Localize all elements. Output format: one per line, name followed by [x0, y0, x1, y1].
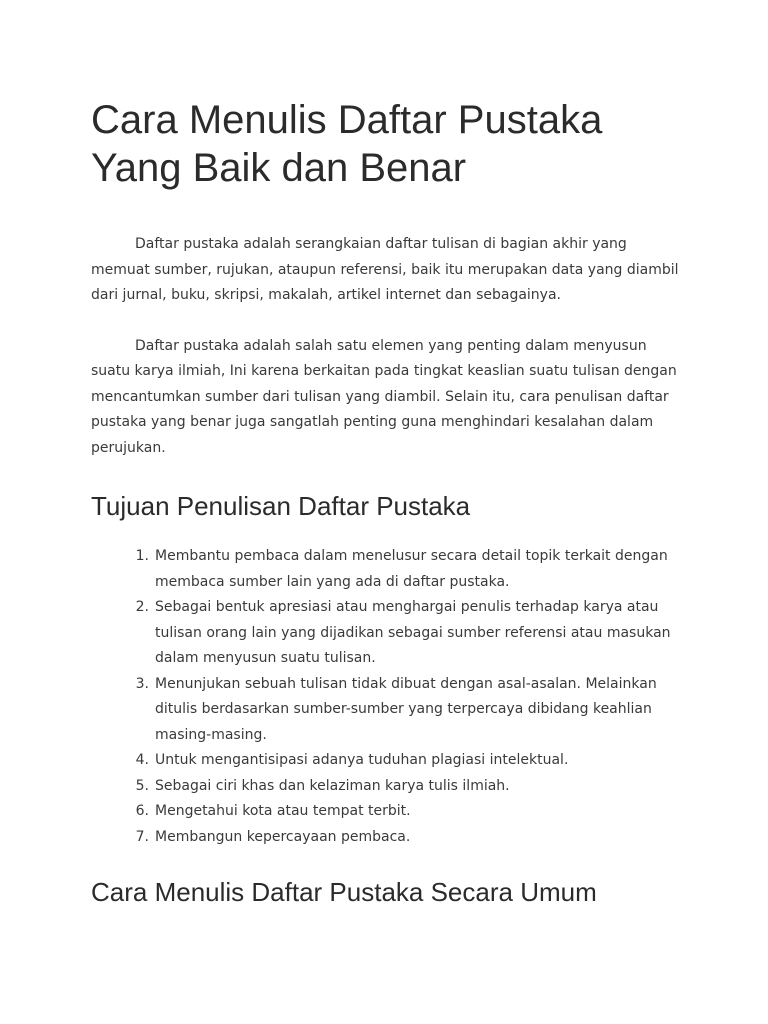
list-item	[91, 774, 681, 800]
list-item-number: 5.	[135, 777, 149, 794]
list-item	[91, 799, 681, 825]
list-item-number: 7.	[135, 828, 149, 845]
list-item-text: Sebagai bentuk apresiasi atau menghargai penulis terhadap karya atau tulisan orang lain yang dijadikan sebagai sumber referensi atau masukan dalam menyusun suatu tulisan.	[155, 599, 671, 666]
document-page	[91, 96, 681, 908]
intro-paragraph-1: Daftar pustaka adalah serangkaian daftar tulisan di bagian akhir yang memuat sumber, rujukan, ataupun referensi, baik itu merupakan data yang diambil dari jurnal, buku, skripsi, makalah, artikel internet dan sebagainya.	[91, 236, 679, 303]
list-item-number: 1.	[135, 548, 149, 564]
list-item	[91, 544, 681, 595]
list-item	[91, 748, 681, 774]
purpose-list	[91, 544, 681, 850]
section-heading-purpose: Tujuan Penulisan Daftar Pustaka	[91, 491, 471, 521]
list-item-text: Untuk mengantisipasi adanya tuduhan plagiasi intelektual.	[155, 752, 569, 768]
intro-paragraph-2: Daftar pustaka adalah salah satu elemen yang penting dalam menyusun suatu karya ilmiah, Ini karena berkaitan pada tingkat keaslian suatu tulisan dengan mencantumkan sumber dari tulisan yang diambil. Selain itu, cara penulisan daftar pustaka yang benar juga sangatlah penting guna menghindari kesalahan dalam perujukan.	[91, 337, 677, 456]
list-item-text: Membangun kepercayaan pembaca.	[155, 828, 411, 845]
document-title: Cara Menulis Daftar Pustaka Yang Baik dan Benar	[91, 98, 603, 190]
list-item	[91, 595, 681, 672]
list-item-text: Membantu pembaca dalam menelusur secara detail topik terkait dengan membaca sumber lain yang ada di daftar pustaka.	[155, 548, 668, 590]
list-item-text: Menunjukan sebuah tulisan tidak dibuat dengan asal-asalan. Melainkan ditulis berdasarkan sumber-sumber yang terpercaya dibidang keahlian masing-masing.	[155, 675, 657, 743]
list-item-number: 4.	[135, 752, 149, 768]
list-item-text: Sebagai ciri khas dan kelaziman karya tulis ilmiah.	[155, 777, 510, 794]
list-item-number: 3.	[135, 675, 149, 692]
section-heading-general: Cara Menulis Daftar Pustaka Secara Umum	[91, 877, 597, 907]
list-item-text: Mengetahui kota atau tempat terbit.	[155, 803, 411, 819]
list-item	[91, 825, 681, 851]
list-item-number: 2.	[135, 599, 149, 615]
list-item-number: 6.	[135, 803, 149, 819]
list-item	[91, 672, 681, 749]
